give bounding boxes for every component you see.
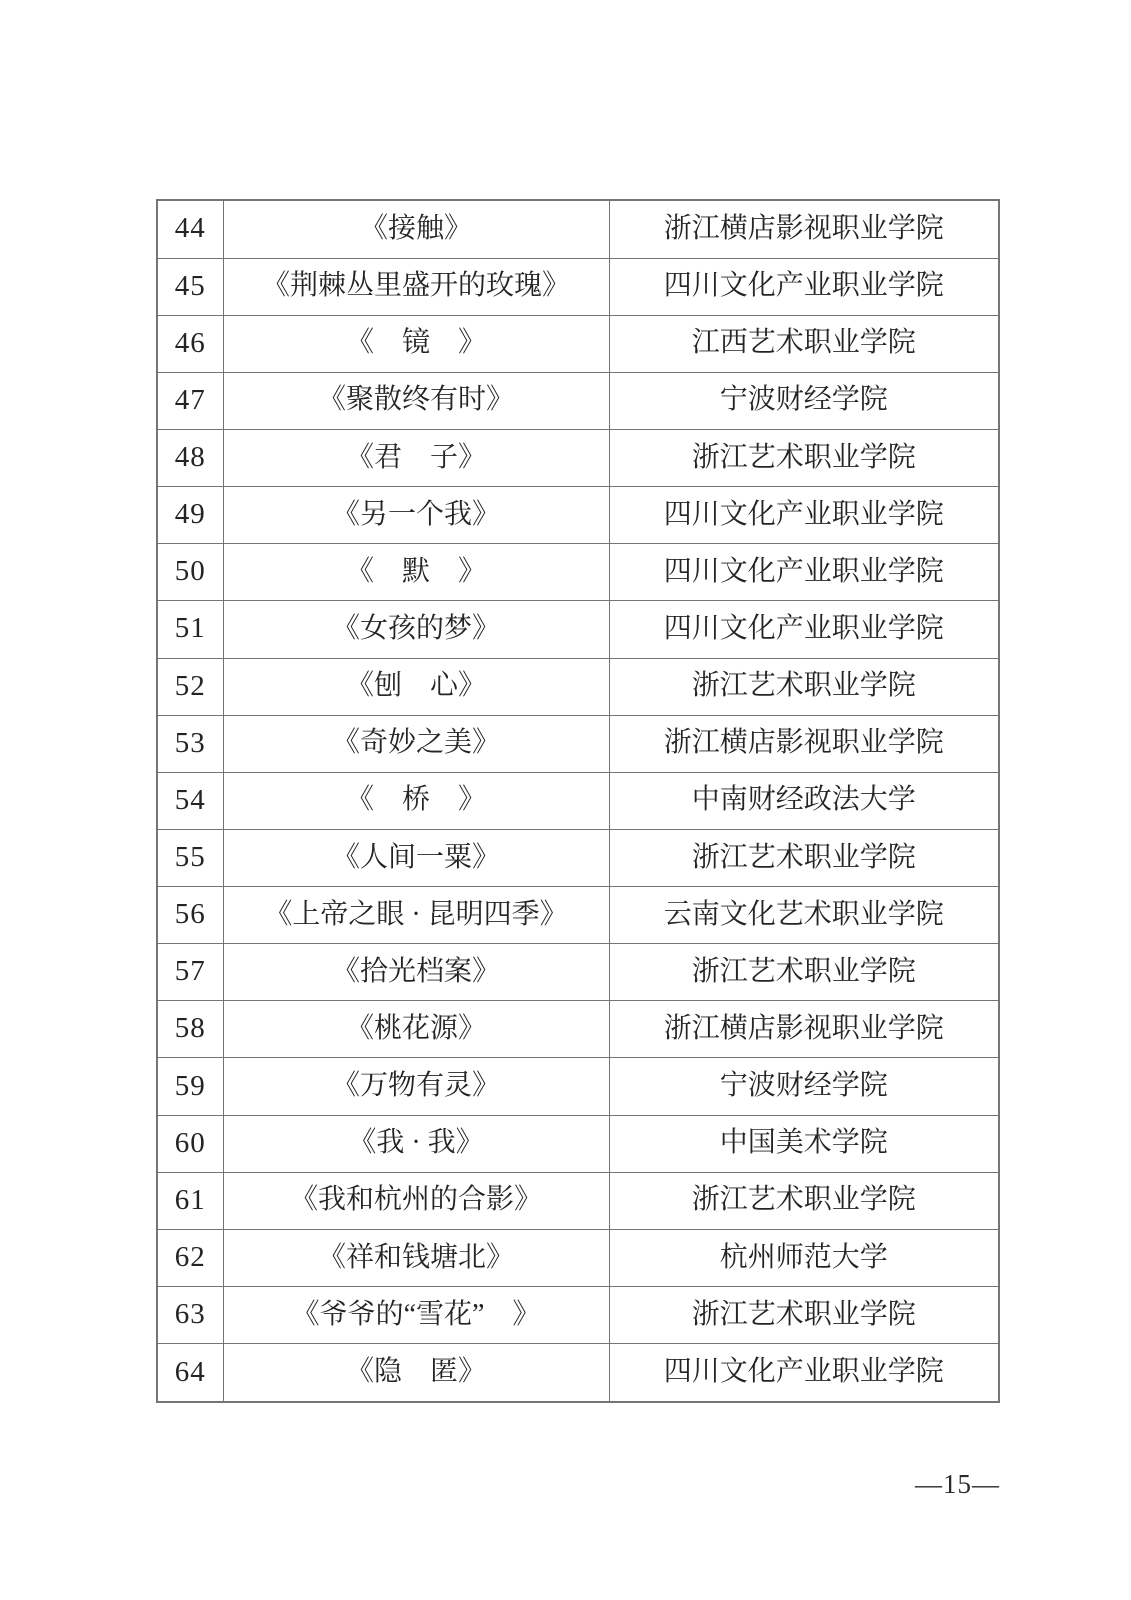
row-number-cell: 62 — [157, 1229, 223, 1286]
table-row — [157, 315, 999, 372]
table-row — [157, 487, 999, 544]
row-number-cell: 48 — [157, 429, 223, 486]
work-title-cell: 《接触》 — [223, 200, 609, 258]
school-name-cell: 浙江艺术职业学院 — [609, 658, 999, 715]
row-number-cell: 52 — [157, 658, 223, 715]
work-title-cell: 《隐 匿》 — [223, 1344, 609, 1402]
table-row — [157, 1287, 999, 1344]
school-name-cell: 宁波财经学院 — [609, 1058, 999, 1115]
school-name-cell: 浙江艺术职业学院 — [609, 1287, 999, 1344]
row-number-cell: 63 — [157, 1287, 223, 1344]
row-number-cell: 57 — [157, 944, 223, 1001]
table-row — [157, 429, 999, 486]
work-title-cell: 《爷爷的“雪花” 》 — [223, 1287, 609, 1344]
row-number-cell: 46 — [157, 315, 223, 372]
row-number-cell: 61 — [157, 1172, 223, 1229]
table-row — [157, 887, 999, 944]
table-row — [157, 1172, 999, 1229]
table-row — [157, 658, 999, 715]
work-title-cell: 《刨 心》 — [223, 658, 609, 715]
school-name-cell: 宁波财经学院 — [609, 372, 999, 429]
table-row — [157, 1344, 999, 1402]
row-number-cell: 59 — [157, 1058, 223, 1115]
work-title-cell: 《女孩的梦》 — [223, 601, 609, 658]
row-number-cell: 53 — [157, 715, 223, 772]
school-name-cell: 浙江艺术职业学院 — [609, 829, 999, 886]
table-row — [157, 829, 999, 886]
work-title-cell: 《上帝之眼 · 昆明四季》 — [223, 887, 609, 944]
work-title-cell: 《万物有灵》 — [223, 1058, 609, 1115]
row-number-cell: 58 — [157, 1001, 223, 1058]
table-row — [157, 372, 999, 429]
work-title-cell: 《荆棘丛里盛开的玫瑰》 — [223, 258, 609, 315]
school-name-cell: 浙江横店影视职业学院 — [609, 200, 999, 258]
works-table — [156, 199, 1000, 1403]
table-row — [157, 258, 999, 315]
row-number-cell: 56 — [157, 887, 223, 944]
school-name-cell: 浙江横店影视职业学院 — [609, 1001, 999, 1058]
row-number-cell: 47 — [157, 372, 223, 429]
school-name-cell: 浙江艺术职业学院 — [609, 429, 999, 486]
work-title-cell: 《我 · 我》 — [223, 1115, 609, 1172]
school-name-cell: 四川文化产业职业学院 — [609, 1344, 999, 1402]
table-row — [157, 1115, 999, 1172]
row-number-cell: 44 — [157, 200, 223, 258]
works-table-body — [157, 200, 999, 1402]
work-title-cell: 《桃花源》 — [223, 1001, 609, 1058]
school-name-cell: 四川文化产业职业学院 — [609, 601, 999, 658]
school-name-cell: 云南文化艺术职业学院 — [609, 887, 999, 944]
school-name-cell: 浙江艺术职业学院 — [609, 1172, 999, 1229]
table-row — [157, 772, 999, 829]
work-title-cell: 《拾光档案》 — [223, 944, 609, 1001]
row-number-cell: 55 — [157, 829, 223, 886]
work-title-cell: 《奇妙之美》 — [223, 715, 609, 772]
work-title-cell: 《聚散终有时》 — [223, 372, 609, 429]
school-name-cell: 四川文化产业职业学院 — [609, 487, 999, 544]
table-row — [157, 1058, 999, 1115]
school-name-cell: 浙江横店影视职业学院 — [609, 715, 999, 772]
row-number-cell: 45 — [157, 258, 223, 315]
work-title-cell: 《祥和钱塘北》 — [223, 1229, 609, 1286]
row-number-cell: 64 — [157, 1344, 223, 1402]
work-title-cell: 《君 子》 — [223, 429, 609, 486]
table-row — [157, 1229, 999, 1286]
table-row — [157, 200, 999, 258]
school-name-cell: 四川文化产业职业学院 — [609, 258, 999, 315]
school-name-cell: 杭州师范大学 — [609, 1229, 999, 1286]
work-title-cell: 《我和杭州的合影》 — [223, 1172, 609, 1229]
row-number-cell: 51 — [157, 601, 223, 658]
work-title-cell: 《人间一粟》 — [223, 829, 609, 886]
row-number-cell: 50 — [157, 544, 223, 601]
work-title-cell: 《另一个我》 — [223, 487, 609, 544]
page-number: —15— — [915, 1469, 1000, 1499]
school-name-cell: 浙江艺术职业学院 — [609, 944, 999, 1001]
table-row — [157, 544, 999, 601]
table-row — [157, 715, 999, 772]
school-name-cell: 江西艺术职业学院 — [609, 315, 999, 372]
work-title-cell: 《 镜 》 — [223, 315, 609, 372]
school-name-cell: 中南财经政法大学 — [609, 772, 999, 829]
row-number-cell: 54 — [157, 772, 223, 829]
table-row — [157, 1001, 999, 1058]
row-number-cell: 49 — [157, 487, 223, 544]
work-title-cell: 《 默 》 — [223, 544, 609, 601]
row-number-cell: 60 — [157, 1115, 223, 1172]
table-row — [157, 601, 999, 658]
work-title-cell: 《 桥 》 — [223, 772, 609, 829]
school-name-cell: 中国美术学院 — [609, 1115, 999, 1172]
table-row — [157, 944, 999, 1001]
school-name-cell: 四川文化产业职业学院 — [609, 544, 999, 601]
